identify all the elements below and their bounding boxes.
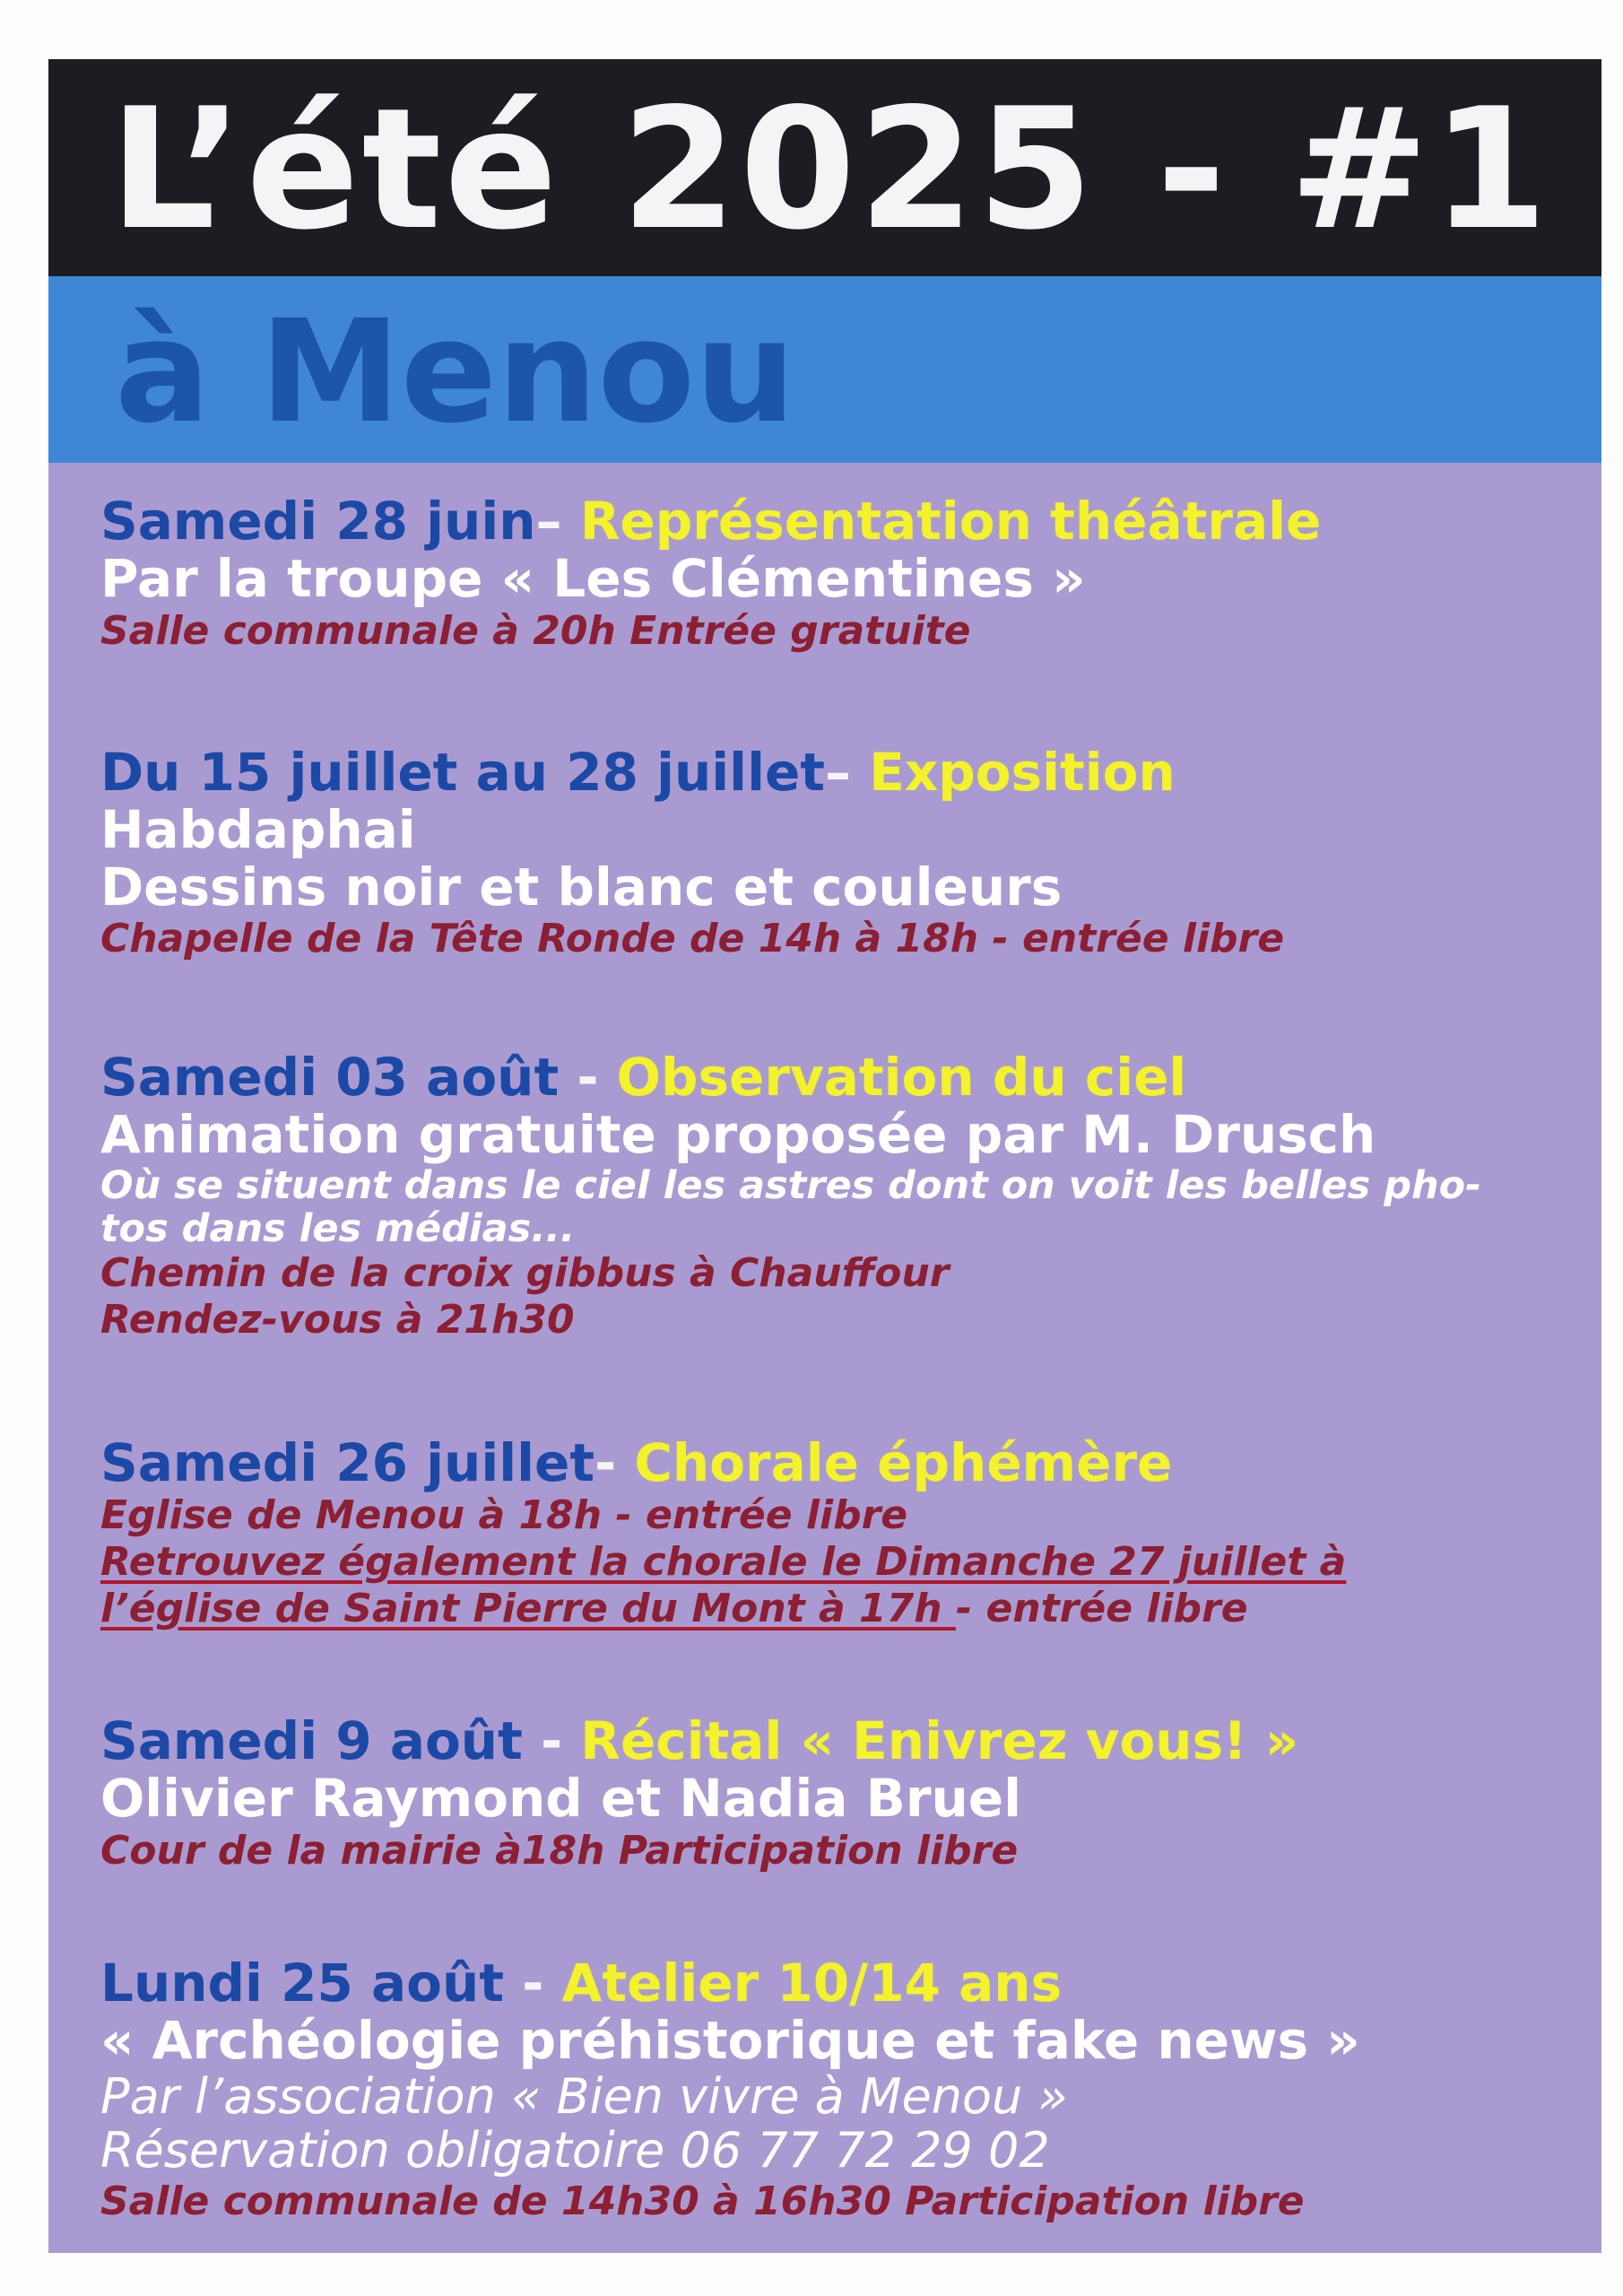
event-title: Atelier 10/14 ans — [561, 1952, 1063, 2013]
event-heading — [100, 1049, 1589, 1107]
event-title: Exposition — [869, 742, 1176, 803]
event-location: Salle communale à 20h Entrée gratuite — [100, 607, 971, 654]
event-date: Samedi 03 août — [100, 1047, 560, 1108]
event-location: Eglise de Menou à 18h - entrée libre — [100, 1492, 908, 1538]
event-reservation: Réservation obligatoire 06 77 72 29 02 — [100, 2122, 1050, 2179]
event-date: Du 15 juillet au 28 juillet — [100, 742, 826, 803]
event-date: Samedi 9 août — [100, 1710, 523, 1771]
event-artist: Habdaphai — [100, 798, 416, 860]
event-organizer: Par l’association « Bien vivre à Menou » — [100, 2067, 1068, 2125]
event-extra-location-line — [100, 1586, 1589, 1632]
event-location: Chapelle de la Tête Ronde de 14h à 18h - entrée libre — [100, 916, 1285, 962]
event-separator: - — [522, 1710, 581, 1771]
event-extra-date: Retrouvez également la chorale le Dimanche 27 juillet à — [100, 1538, 1347, 1585]
event-time: Rendez-vous à 21h30 — [100, 1296, 575, 1343]
event-separator: - — [595, 1432, 635, 1493]
event-title: Chorale éphémère — [634, 1432, 1173, 1493]
event-date: Lundi 25 août — [100, 1952, 505, 2013]
event-separator: – — [825, 742, 870, 803]
event-theatre — [100, 493, 1589, 655]
event-subtitle: Dessins noir et blanc et couleurs — [100, 856, 1063, 918]
event-location: Cour de la mairie à18h Participation libre — [100, 1827, 1019, 1874]
event-date: Samedi 26 juillet — [100, 1432, 595, 1493]
event-description: Où se situent dans le ciel les astres dont on voit les belles pho- — [100, 1162, 1482, 1208]
event-atelier — [100, 1952, 1589, 2224]
event-location: Salle communale de 14h30 à 16h30 Participation libre — [100, 2178, 1305, 2224]
event-observation — [100, 1049, 1589, 1344]
event-recital — [100, 1710, 1589, 1874]
event-separator: – — [535, 491, 580, 552]
event-description-cont: tos dans les médias... — [100, 1205, 576, 1251]
event-subtitle: Par la troupe « Les Clémentines » — [100, 547, 1086, 609]
event-heading — [100, 1952, 1589, 2013]
event-subtitle: « Archéologie préhistorique et fake news » — [100, 2009, 1360, 2071]
event-heading — [100, 744, 1589, 802]
event-title: Récital « Enivrez vous! » — [580, 1710, 1299, 1771]
event-chorale — [100, 1432, 1589, 1632]
event-separator: - — [504, 1952, 562, 2013]
event-exposition — [100, 744, 1589, 962]
poster-subtitle: à Menou — [115, 290, 796, 455]
event-subtitle: Animation gratuite proposée par M. Drusch — [100, 1103, 1376, 1165]
event-extra-location: l’église de Saint Pierre du Mont à 17h — [100, 1585, 956, 1631]
event-separator: - — [559, 1047, 617, 1108]
event-extra-entry: - entrée libre — [955, 1585, 1248, 1631]
event-performers: Olivier Raymond et Nadia Bruel — [100, 1767, 1021, 1829]
event-date: Samedi 28 juin — [100, 491, 536, 552]
event-heading — [100, 1710, 1589, 1771]
event-title: Observation du ciel — [616, 1047, 1187, 1108]
event-heading — [100, 1432, 1589, 1493]
event-heading — [100, 493, 1589, 551]
event-title: Représentation théâtrale — [579, 491, 1322, 552]
event-location: Chemin de la croix gibbus à Chauffour — [100, 1249, 950, 1296]
poster-title: L’été 2025 - #1 — [109, 72, 1551, 266]
